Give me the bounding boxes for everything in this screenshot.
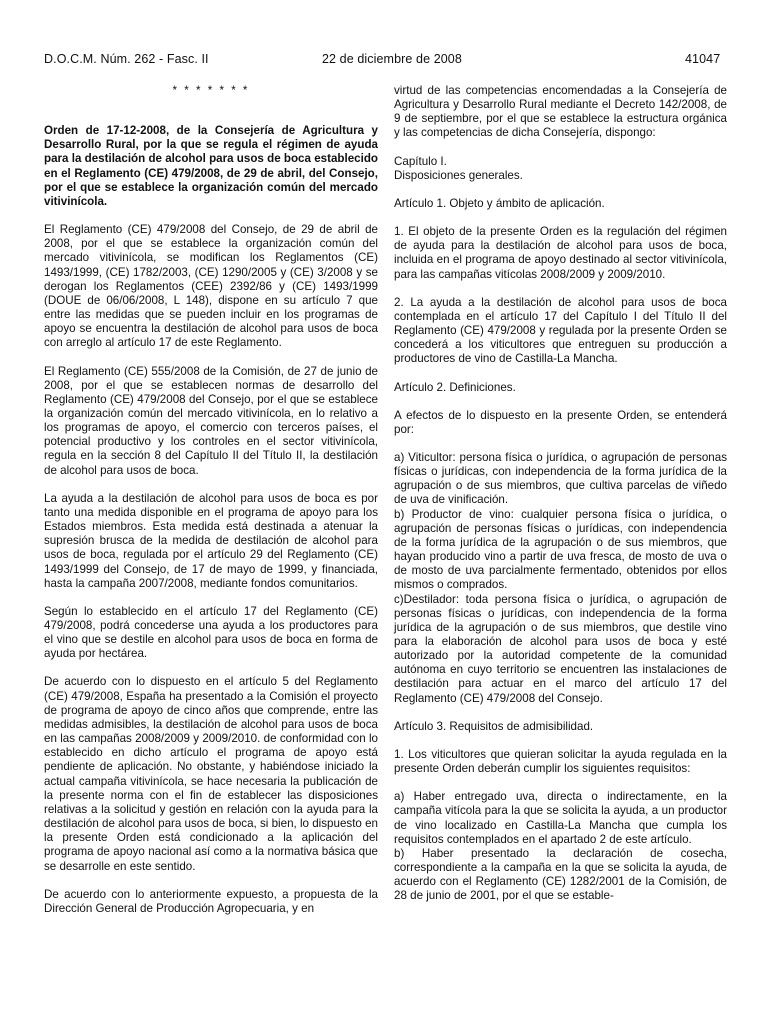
article-heading: Artículo 2. Definiciones. bbox=[394, 380, 516, 394]
paragraph: 2. La ayuda a la destilación de alcohol para usos de boca contemplada en el artículo 17 del Capítulo I del Título II del Reglamento (CE) 479/2008 y regulada por la presente Orden se concederá a los viticultores que entreguen su producción a productores de vino de Castilla-La Mancha. bbox=[394, 295, 727, 366]
paragraph: De acuerdo con lo dispuesto en el artículo 5 del Reglamento (CE) 479/2008, España ha presentado a la Comisión el proyecto de programa de apoyo de cinco años que comprende, entre las medidas admisibles, la destilación de alcohol para usos de boca en las campañas 2008/2009 y 2009/2010. de conformidad con lo establecido en dicho artículo el programa de apoyo está pendiente de aplicación. No obstante, y habiéndose iniciado la actual campaña vitivinícola, se hace necesaria la publicación de la presente norma con el fin de establecer las disposiciones relativas a la solicitud y gestión en relación con la ayuda para la destilación de alcohol para usos de boca, si bien, lo dispuesto en la presente Orden está condicionado a la aplicación del programa de apoyo nacional así como a la normativa básica que se desarrolle en este sentido. bbox=[44, 675, 378, 873]
article-heading: Artículo 1. Objeto y ámbito de aplicación. bbox=[394, 196, 605, 210]
definition-item: c)Destilador: toda persona física o jurídica, o agrupación de personas físicas o jurídicas, con independencia de la forma jurídica de la agrupación o de sus miembros, que destile vino para la elaboración de alcohol para usos de boca y esté autorizado por la autoridad competente de la comunidad autónoma en cuyo territorio se encuentren las instalaciones de destilación para actuar en el marco del artículo 17 del Reglamento (CE) 479/2008 del Consejo. bbox=[394, 592, 727, 705]
paragraph: La ayuda a la destilación de alcohol para usos de boca es por tanto una medida disponible en el programa de apoyo para los Estados miembros. Esta medida está destinada a atenuar la supresión brusca de la medida de destilación de alcohol para usos de boca, regulada por el artículo 29 del Reglamento (CE) 1493/1999 del Consejo, de 17 de mayo de 1999, y financiada, hasta la campaña 2007/2008, mediante fondos comunitarios. bbox=[44, 491, 378, 590]
left-column bbox=[44, 84, 378, 930]
separator-stars: * * * * * * * bbox=[172, 84, 250, 97]
order-title: Orden de 17-12-2008, de la Consejería de Agricultura y Desarrollo Rural, por la que se regula el régimen de ayuda para la destilación de alcohol para usos de boca establecido en el Reglamento (CE) 479/2008, de 29 de abril, del Consejo, por el que se establece la organización común del mercado vitivinícola. bbox=[44, 124, 378, 208]
page-number: 41047 bbox=[685, 52, 721, 66]
paragraph: A efectos de lo dispuesto en la presente Orden, se entenderá por: bbox=[394, 408, 727, 436]
paragraph: El Reglamento (CE) 479/2008 del Consejo, de 29 de abril de 2008, por el que se establece la organización común del mercado vitivinícola, se modifican los Reglamentos (CE) 1493/1999, (CE) 1782/2003, (CE) 1290/2005 y (CE) 3/2008 y se derogan los Reglamentos (CEE) 2392/86 y (CE) 1493/1999 (DOUE de 06/06/2008, L 148), dispone en su artículo 7 que entre las medidas que se pueden incluir en los programas de apoyo se encuentra la destilación de alcohol para usos de boca con arreglo al artículo 17 de este Reglamento. bbox=[44, 223, 378, 350]
requirement-item: b) Haber presentado la declaración de cosecha, correspondiente a la campaña en la que se solicita la ayuda, de acuerdo con el Reglamento (CE) 1282/2001 de la Comisión, de 28 de junio de 2001, por el que se estable- bbox=[394, 846, 727, 903]
definition-item: b) Productor de vino: cualquier persona física o jurídica, o agrupación de personas físicas o jurídicas, con independencia de la forma jurídica de la agrupación o de sus miembros, que hayan producido vino a partir de uva fresca, de mosto de uva o de mosto de uva parcialmente fermentado, obtenidos por ellos mismos o comprados. bbox=[394, 507, 727, 592]
paragraph: virtud de las competencias encomendadas a la Consejería de Agricultura y Desarrollo Rural mediante el Decreto 142/2008, de 9 de septiembre, por el que se establece la estructura orgánica y las competencias de dicha Consejería, dispongo: bbox=[394, 84, 727, 140]
chapter-subtitle: Disposiciones generales. bbox=[394, 168, 523, 182]
definition-item: a) Viticultor: persona física o jurídica, o agrupación de personas físicas o jurídicas, con independencia de la forma jurídica de la agrupación o de sus miembros, que cultiva parcelas de viñedo de uva de vinificación. bbox=[394, 450, 727, 507]
paragraph: De acuerdo con lo anteriormente expuesto, a propuesta de la Dirección General de Producción Agropecuaria, y en bbox=[44, 887, 378, 915]
paragraph: 1. El objeto de la presente Orden es la regulación del régimen de ayuda para la destilación de alcohol para usos de boca, incluida en el programa de apoyo destinado al sector vitivinícola, para las campañas vitícolas 2008/2009 y 2009/2010. bbox=[394, 225, 727, 281]
chapter-heading: Capítulo I. bbox=[394, 154, 447, 168]
article-heading: Artículo 3. Requisitos de admisibilidad. bbox=[394, 719, 594, 733]
publication-date: 22 de diciembre de 2008 bbox=[322, 52, 462, 66]
paragraph: El Reglamento (CE) 555/2008 de la Comisión, de 27 de junio de 2008, por el que se establecen normas de desarrollo del Reglamento (CE) 479/2008 del Consejo, por el que se establece la organización común del mercado vitivinícola, en lo relativo a los programas de apoyo, el comercio con terceros países, el potencial productivo y los controles en el sector vitivinícola, regula en la sección 8 del Capítulo II del Título II, la destilación de alcohol para usos de boca. bbox=[44, 364, 378, 477]
journal-reference: D.O.C.M. Núm. 262 - Fasc. II bbox=[44, 52, 209, 66]
requirement-item: a) Haber entregado uva, directa o indirectamente, en la campaña vitícola para la que se solicita la ayuda, a un productor de vino localizado en Castilla-La Mancha que cumpla los requisitos contemplados en el apartado 2 de este artículo. bbox=[394, 790, 727, 846]
paragraph: 1. Los viticultores que quieran solicitar la ayuda regulada en la presente Orden deberán cumplir los siguientes requisitos: bbox=[394, 747, 727, 776]
paragraph: Según lo establecido en el artículo 17 del Reglamento (CE) 479/2008, podrá concederse una ayuda a los productores para el vino que se destile en alcohol para usos de boca en forma de ayuda por hectárea. bbox=[44, 604, 378, 661]
right-column bbox=[394, 84, 727, 904]
